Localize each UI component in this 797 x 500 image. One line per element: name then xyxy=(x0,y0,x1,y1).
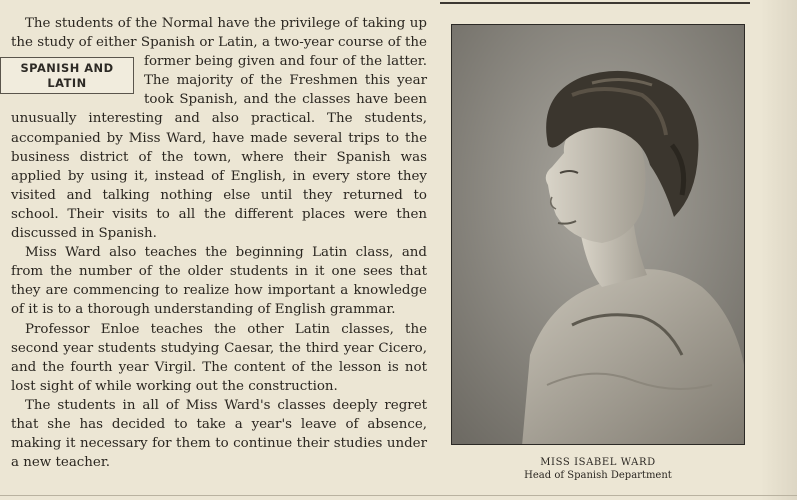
section-heading-line2: LATIN xyxy=(47,75,87,90)
portrait-illustration xyxy=(452,25,745,445)
paragraph-1-rest: of the former being given and four of the latter. The majority of the Freshmen this year took Spanish, and the classes have been unusually interesting and also practical. The students, accompanied by Miss Ward, have made several trips to the business district of the town, where their Spanish was applied by using it, instead of English, in every store they visited and talking nothing else until they returned to school. Their visits to all the different places were then discussed in Spanish. xyxy=(11,35,427,242)
photo-caption xyxy=(451,456,745,482)
paragraph-1 xyxy=(11,14,427,243)
article-body xyxy=(11,14,427,472)
paragraph-2: Miss Ward also teaches the beginning Latin class, and from the number of the older students in it one sees that they are commencing to realize how important a knowledge of it is to a thorough understanding of English grammar. xyxy=(11,245,427,318)
paragraph-4: The students in all of Miss Ward's classes deeply regret that she has decided to take a year's leave of absence, making it necessary for them to continue their studies under a new teacher. xyxy=(11,397,427,471)
caption-name: MISS ISABEL WARD xyxy=(540,457,656,468)
bottom-edge xyxy=(0,495,797,496)
section-heading-line1: SPANISH AND xyxy=(20,60,114,75)
page-edge-shadow xyxy=(760,0,797,500)
paragraph-3: Professor Enloe teaches the other Latin classes, the second year students studying Caesar, the third year Cicero, and the fourth year Virgil. The content of the lesson is not lost sight of while working out the construction. xyxy=(11,321,427,394)
top-rule xyxy=(440,2,750,4)
paragraph-1-start: The students of the Normal have the privilege of taking up the study of either Spanish or Latin, a two-year course xyxy=(11,16,427,51)
section-heading-box xyxy=(0,57,134,94)
portrait-photo xyxy=(451,24,745,445)
caption-title: Head of Spanish Department xyxy=(524,470,672,481)
